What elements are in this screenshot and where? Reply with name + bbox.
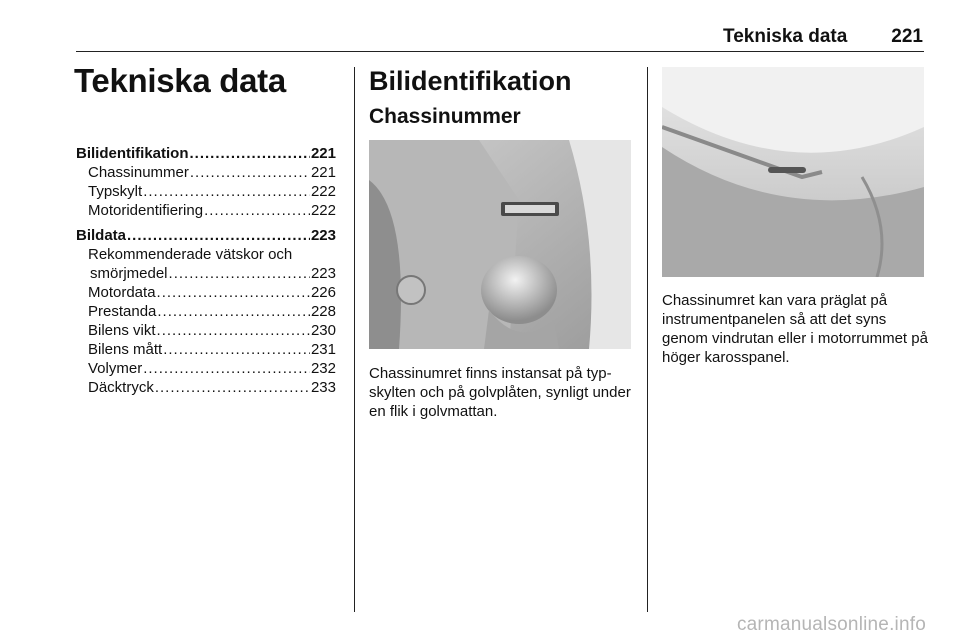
toc-entry[interactable] (76, 226, 336, 245)
toc-entry[interactable] (76, 302, 336, 321)
header-rule (76, 51, 924, 52)
interior-photo (369, 140, 631, 349)
toc-page-number: 226 (310, 284, 336, 301)
toc-label: Däcktryck (88, 379, 154, 396)
toc-page-number: 233 (310, 379, 336, 396)
toc-entry[interactable] (76, 359, 336, 378)
toc-page-number: 221 (310, 145, 336, 162)
toc-leader-dots (204, 201, 310, 220)
watermark: carmanualsonline.info (736, 614, 926, 635)
toc-label: Volymer (88, 360, 143, 377)
toc-leader-dots (169, 264, 310, 283)
toc-label: Bilens mått (88, 341, 163, 358)
toc-label: smörjmedel (90, 265, 168, 282)
toc-label: Bilidentifikation (76, 145, 189, 162)
table-of-contents (76, 144, 336, 397)
toc-page-number: 221 (310, 164, 336, 181)
toc-entry[interactable] (76, 283, 336, 302)
toc-label: Bildata (76, 227, 127, 244)
toc-page-number: 231 (310, 341, 336, 358)
toc-leader-dots (190, 144, 310, 163)
toc-entry[interactable] (76, 321, 336, 340)
toc-leader-dots (155, 378, 310, 397)
column-divider-2 (647, 67, 648, 612)
chapter-title: Tekniska data (74, 62, 286, 99)
toc-label: Chassinummer (88, 164, 189, 181)
toc-label: Rekommenderade vätskor och (88, 246, 293, 263)
windshield-photo (662, 67, 924, 277)
toc-page-number: 223 (310, 265, 336, 282)
column-divider-1 (354, 67, 355, 612)
section-title: Bilidentifikation (369, 66, 572, 96)
toc-entry[interactable] (76, 245, 336, 264)
caption-typskylt: Chassinumret finns instansat på typ-skylten och på golvplåten, synligt under en flik i golvmattan. (369, 365, 631, 420)
running-header (723, 26, 923, 48)
toc-leader-dots (163, 340, 310, 359)
toc-leader-dots (127, 226, 310, 245)
toc-label: Motoridentifiering (88, 202, 204, 219)
toc-leader-dots (143, 359, 310, 378)
toc-leader-dots (190, 163, 310, 182)
toc-page-number: 232 (310, 360, 336, 377)
toc-label: Prestanda (88, 303, 157, 320)
toc-leader-dots (143, 182, 310, 201)
toc-entry[interactable] (76, 340, 336, 359)
running-header-title: Tekniska data (723, 26, 848, 47)
toc-entry[interactable] (76, 264, 336, 283)
toc-entry[interactable] (76, 378, 336, 397)
caption-instrumentpanel: Chassinumret kan vara präglat på instrumentpanelen så att det syns genom vindrutan eller i motorrummet på höger karosspanel. (662, 292, 928, 366)
toc-label: Typskylt (88, 183, 143, 200)
toc-page-number: 228 (310, 303, 336, 320)
page-number: 221 (891, 26, 923, 47)
toc-entry[interactable] (76, 182, 336, 201)
toc-leader-dots (157, 321, 310, 340)
toc-page-number: 230 (310, 322, 336, 339)
toc-label: Bilens vikt (88, 322, 156, 339)
toc-page-number: 222 (310, 183, 336, 200)
toc-leader-dots (157, 283, 310, 302)
toc-page-number: 222 (310, 202, 336, 219)
subsection-title: Chassinummer (369, 105, 521, 128)
toc-page-number: 223 (310, 227, 336, 244)
toc-entry[interactable] (76, 201, 336, 220)
toc-label: Motordata (88, 284, 156, 301)
toc-leader-dots (157, 302, 310, 321)
toc-entry[interactable] (76, 163, 336, 182)
toc-entry[interactable] (76, 144, 336, 163)
